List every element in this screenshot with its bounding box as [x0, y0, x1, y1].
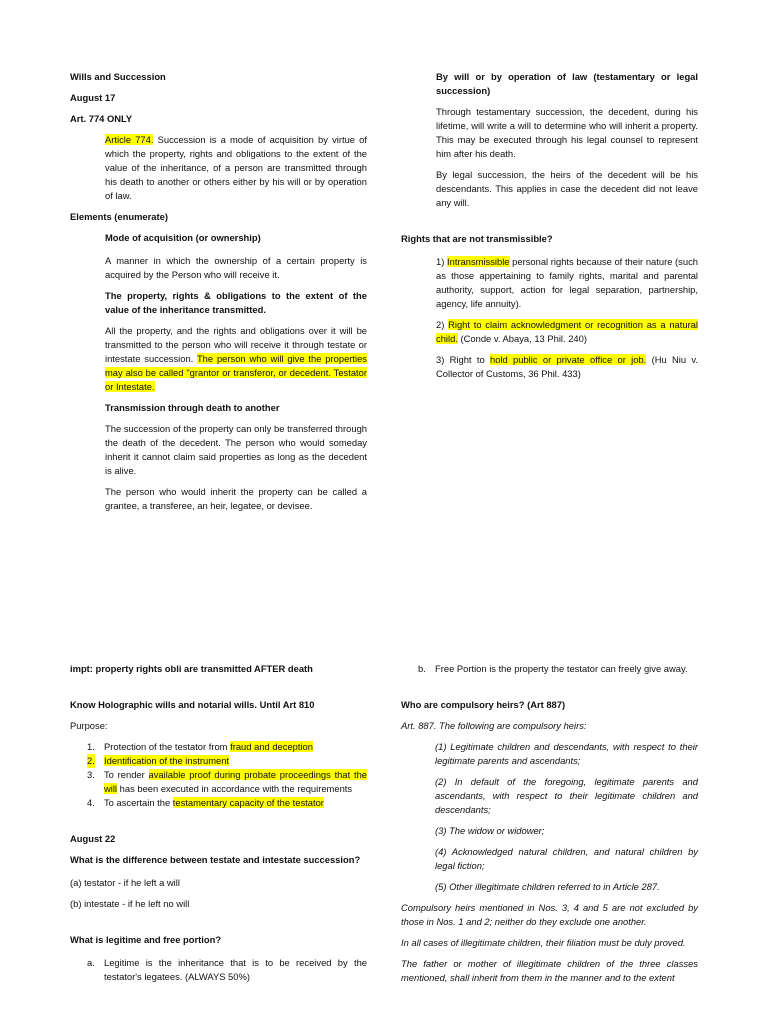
- article-reference: Art. 774 ONLY: [70, 113, 133, 124]
- element-3-text-1: The succession of the property can only be transferred through the death of the decedent. The person who would someday inherit it cannot claim said properties as long as the decedent is alive.: [105, 423, 367, 476]
- highlight-grantor: The person who will give the properties may also be called "grantor or transferor, or decedent. Testator or Intestate.: [105, 353, 367, 392]
- rights-heading: Rights that are not transmissible?: [401, 233, 553, 244]
- difference-b: (b) intestate - if he left no will: [70, 898, 190, 909]
- compulsory-note-2: In all cases of illegitimate children, their filiation must be duly proved.: [401, 937, 686, 948]
- right-item-3: 3) Right to hold public or private office or job. (Hu Niu v. Collector of Customs, 36 Phil. 433): [436, 354, 698, 379]
- article-774-paragraph: Article 774. Succession is a mode of acquisition by virtue of which the property, rights and obligations to the extent of the value of the inheritance, of a person are transmitted through his death to another or others either by his will or by operation of law.: [105, 134, 367, 201]
- page1-left-column: [70, 70, 367, 513]
- heir-item-3: (3) The widow or widower;: [435, 825, 545, 836]
- highlight-natural-child: Right to claim acknowledgment or recognition as a natural child.: [436, 319, 698, 344]
- compulsory-heirs-heading: Who are compulsory heirs? (Art 887): [401, 699, 566, 710]
- document-page-2: [0, 648, 768, 1024]
- highlight-identification: Identification of the instrument: [104, 755, 230, 766]
- element-3-text-2: The person who would inherit the property can be called a grantee, a transferee, an heir, legatee, or devisee.: [105, 486, 367, 511]
- impt-note: impt: property rights obli are transmitted AFTER death: [70, 663, 313, 674]
- heir-item-2: (2) In default of the foregoing, legitimate parents and ascendants, with respect to their legitimate children and descendants;: [435, 776, 698, 815]
- testamentary-text: Through testamentary succession, the decedent, during his lifetime, will write a will to determine who will inherit a property. This may be executed through his legal counsel to represent him after his death.: [436, 106, 698, 159]
- element-2-text: All the property, and the rights and obligations over it will be transmitted to the person who will receive it through testate or intestate succession. The person who will give the properties may also be called "grantor or transferor, or decedent. Testator or Intestate.: [105, 325, 367, 392]
- highlight-public-office: hold public or private office or job.: [490, 354, 647, 365]
- purpose-label: Purpose:: [70, 720, 108, 731]
- purpose-item-3: 3. To render available proof during probate proceedings that the will has been executed in accordance with the requirements: [87, 769, 368, 794]
- free-portion-item-b: b. Free Portion is the property the testator can freely give away.: [418, 663, 688, 674]
- legitime-heading: What is legitime and free portion?: [70, 934, 222, 945]
- free-portion-list: [418, 662, 698, 676]
- difference-a: (a) testator - if he left a will: [70, 877, 180, 888]
- right-item-1: 1) Intransmissible personal rights because of their nature (such as those appertaining to family rights, marital and parental authority, support, action for legal separation, partnership, agency, life annuity).: [436, 256, 698, 309]
- element-2-heading: The property, rights & obligations to the extent of the value of the inheritance transmitted.: [105, 290, 367, 315]
- difference-heading: What is the difference between testate and intestate succession?: [70, 854, 361, 865]
- right-item-2: 2) Right to claim acknowledgment or recognition as a natural child. (Conde v. Abaya, 13 Phil. 240): [436, 319, 698, 344]
- compulsory-note-1: Compulsory heirs mentioned in Nos. 3, 4 and 5 are not excluded by those in Nos. 1 and 2; neither do they exclude one another.: [401, 902, 698, 927]
- date-heading: August 17: [70, 92, 116, 103]
- page2-right-column: [401, 662, 698, 985]
- article-887-intro: Art. 887. The following are compulsory heirs:: [401, 720, 587, 731]
- elements-heading: Elements (enumerate): [70, 211, 168, 222]
- compulsory-note-3: The father or mother of illegitimate children of the three classes mentioned, shall inherit from them in the manner and to the extent: [401, 958, 698, 983]
- element-1-text: A manner in which the ownership of a certain property is acquired by the Person who will receive it.: [105, 255, 367, 280]
- holographic-heading: Know Holographic wills and notarial wills. Until Art 810: [70, 699, 315, 710]
- purpose-item-2: 2. Identification of the instrument: [87, 755, 230, 766]
- highlight-intransmissible: Intransmissible: [447, 256, 510, 267]
- legitime-list: [87, 956, 367, 984]
- will-or-law-heading: By will or by operation of law (testamentary or legal succession): [436, 71, 698, 96]
- heir-item-1: (1) Legitimate children and descendants, with respect to their legitimate parents and ascendants;: [435, 741, 698, 766]
- heir-item-4: (4) Acknowledged natural children, and natural children by legal fiction;: [435, 846, 698, 871]
- element-1-heading: Mode of acquisition (or ownership): [105, 232, 261, 243]
- highlight-article-774: Article 774.: [105, 134, 154, 145]
- legitime-item-a: a. Legitime is the inheritance that is to be received by the testator's legatees. (ALWAYS 50%): [87, 957, 367, 982]
- highlight-available-proof: available proof during probate proceedings that the will: [104, 769, 368, 794]
- highlight-fraud: fraud and deception: [230, 741, 313, 752]
- page1-right-column: [401, 70, 698, 381]
- date-heading-2: August 22: [70, 833, 116, 844]
- heir-item-5: (5) Other illegitimate children referred to in Article 287.: [435, 881, 660, 892]
- page2-left-column: [70, 662, 367, 984]
- purpose-item-1: 1. Protection of the testator from fraud and deception: [87, 741, 313, 752]
- doc-title: Wills and Succession: [70, 71, 166, 82]
- element-3-heading: Transmission through death to another: [105, 402, 280, 413]
- highlight-testamentary-capacity: testamentary capacity of the testator: [172, 797, 324, 808]
- purpose-item-4: 4. To ascertain the testamentary capacity of the testator: [87, 797, 324, 808]
- legal-succession-text: By legal succession, the heirs of the decedent will be his descendants. This applies in case the decedent did not leave any will.: [436, 169, 698, 208]
- purpose-list: [87, 740, 367, 810]
